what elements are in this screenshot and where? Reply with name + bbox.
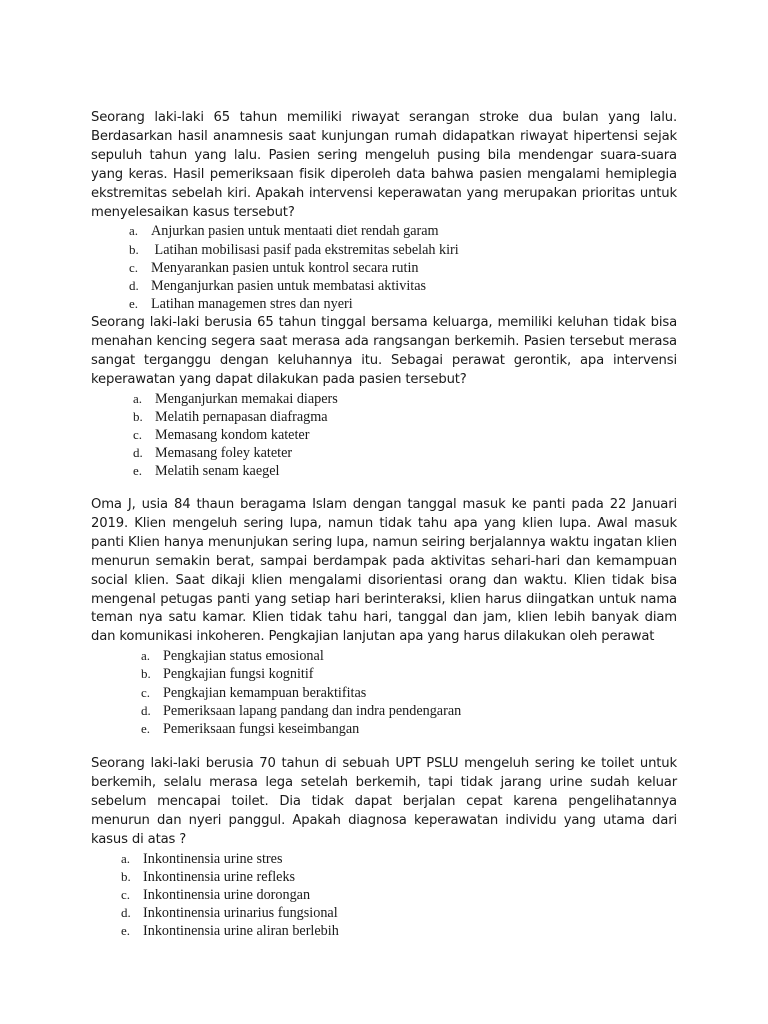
answer-option-e — [121, 922, 677, 940]
answer-option-c — [141, 684, 677, 702]
question-2 — [91, 314, 677, 481]
answer-option-c — [133, 426, 677, 444]
answer-options — [141, 647, 677, 738]
option-letter: c. — [141, 684, 151, 700]
answer-option-c — [121, 886, 677, 904]
option-letter: a. — [121, 850, 131, 866]
answer-option-c — [129, 259, 677, 277]
question-1 — [91, 109, 677, 313]
answer-option-a — [141, 647, 677, 665]
answer-option-e — [129, 295, 677, 313]
answer-options — [133, 390, 677, 481]
answer-options — [121, 850, 677, 941]
option-letter: c. — [133, 427, 143, 443]
option-letter: e. — [121, 923, 131, 939]
option-letter: e. — [133, 463, 143, 479]
option-text: Pengkajian fungsi kognitif — [163, 666, 314, 683]
option-letter: b. — [121, 868, 131, 884]
option-text: Inkontinensia urine aliran berlebih — [143, 923, 339, 940]
answer-option-b — [129, 241, 677, 259]
option-letter: d. — [129, 278, 139, 294]
option-text: Inkontinensia urine stres — [143, 850, 283, 867]
answer-option-a — [133, 390, 677, 408]
answer-option-b — [133, 408, 677, 426]
option-text: Menyarankan pasien untuk kontrol secara rutin — [151, 259, 419, 276]
option-text: Inkontinensia urinarius fungsional — [143, 905, 338, 922]
answer-option-d — [141, 702, 677, 720]
option-text: Pemeriksaan fungsi keseimbangan — [163, 721, 360, 738]
question-stem: Seorang laki-laki berusia 70 tahun di sebuah UPT PSLU mengeluh sering ke toilet untuk berkemih, selalu merasa lega setelah berkemih, tapi tidak jarang urine sudah keluar sebelum mencapai toilet. Dia tidak dapat berjalan cepat karena pengelihatannya menurun dan nyeri panggul. Apakah diagnosa keperawatan individu yang utama dari kasus di atas ? — [91, 756, 677, 847]
option-letter: c. — [121, 886, 131, 902]
answer-options — [129, 222, 677, 313]
option-letter: a. — [129, 223, 139, 239]
answer-option-d — [133, 444, 677, 462]
option-text: Menganjurkan memakai diapers — [155, 390, 338, 407]
option-letter: d. — [121, 905, 131, 921]
option-text: Latihan managemen stres dan nyeri — [151, 296, 353, 313]
option-text: Anjurkan pasien untuk mentaati diet rendah garam — [151, 223, 439, 240]
question-4 — [91, 755, 677, 941]
option-letter: a. — [141, 648, 151, 664]
answer-option-b — [141, 665, 677, 683]
option-text: Menganjurkan pasien untuk membatasi aktivitas — [151, 278, 427, 295]
option-text: Melatih pernapasan diafragma — [155, 408, 328, 425]
question-stem: Seorang laki-laki 65 tahun memiliki riwayat serangan stroke dua bulan yang lalu. Berdasarkan hasil anamnesis saat kunjungan rumah didapatkan riwayat hipertensi sejak sepuluh tahun yang lalu. Pasien sering mengeluh pusing bila mendengar suara-suara yang keras. Hasil pemeriksaan fisik diperoleh data bahwa pasien mengalami hemiplegia ekstremitas sebelah kiri. Apakah intervensi keperawatan yang merupakan prioritas untuk menyelesaikan kasus tersebut? — [91, 110, 677, 220]
question-stem: Seorang laki-laki berusia 65 tahun tinggal bersama keluarga, memiliki keluhan tidak bisa menahan kencing segera saat merasa ada rangsangan berkemih. Pasien tersebut merasa sangat terganggu dengan keluhannya itu. Sebagai perawat gerontik, apa intervensi keperawatan yang dapat dilakukan pada pasien tersebut? — [91, 315, 677, 387]
answer-option-b — [121, 868, 677, 886]
answer-option-e — [133, 462, 677, 480]
answer-option-e — [141, 720, 677, 738]
option-text: Melatih senam kaegel — [155, 463, 280, 480]
option-text: Pengkajian status emosional — [163, 648, 324, 665]
option-text: Memasang foley kateter — [155, 445, 293, 462]
answer-option-a — [121, 850, 677, 868]
option-text: Inkontinensia urine dorongan — [143, 886, 311, 903]
option-letter: d. — [141, 702, 151, 718]
option-letter: e. — [141, 721, 151, 737]
answer-option-d — [129, 277, 677, 295]
option-letter: c. — [129, 259, 139, 275]
option-text: Inkontinensia urine refleks — [143, 868, 296, 885]
option-letter: e. — [129, 296, 139, 312]
option-text: Pengkajian kemampuan beraktifitas — [163, 684, 367, 701]
answer-option-a — [129, 222, 677, 240]
option-letter: b. — [141, 666, 151, 682]
option-text: Pemeriksaan lapang pandang dan indra pendengaran — [163, 702, 462, 719]
option-text: Memasang kondom kateter — [155, 427, 310, 444]
option-letter: b. — [133, 408, 143, 424]
option-letter: a. — [133, 390, 143, 406]
option-letter: b. — [129, 241, 139, 257]
option-letter: d. — [133, 445, 143, 461]
option-text: Latihan mobilisasi pasif pada ekstremitas sebelah kiri — [151, 241, 459, 258]
question-3 — [91, 496, 677, 738]
question-stem: Oma J, usia 84 thaun beragama Islam dengan tanggal masuk ke panti pada 22 Januari 2019. Klien mengeluh sering lupa, namun tidak tahu apa yang klien lupa. Awal masuk panti Klien hanya menunjukan sering lupa, namun seiring berjalannya waktu ingatan klien menurun semakin berat, sampai berdampak pada aktivitas sehari-hari dan kemampuan social klien. Saat dikaji klien mengalami disorientasi orang dan waktu. Klien tidak bisa mengenal petugas panti yang setiap hari berinteraksi, klien harus diingatkan untuk nama teman nya satu kamar. Klien tidak tahu hari, tanggal dan jam, klien lebih banyak diam dan komunikasi inkoheren. Pengkajian lanjutan apa yang harus dilakukan oleh perawat — [91, 497, 677, 645]
answer-option-d — [121, 904, 677, 922]
